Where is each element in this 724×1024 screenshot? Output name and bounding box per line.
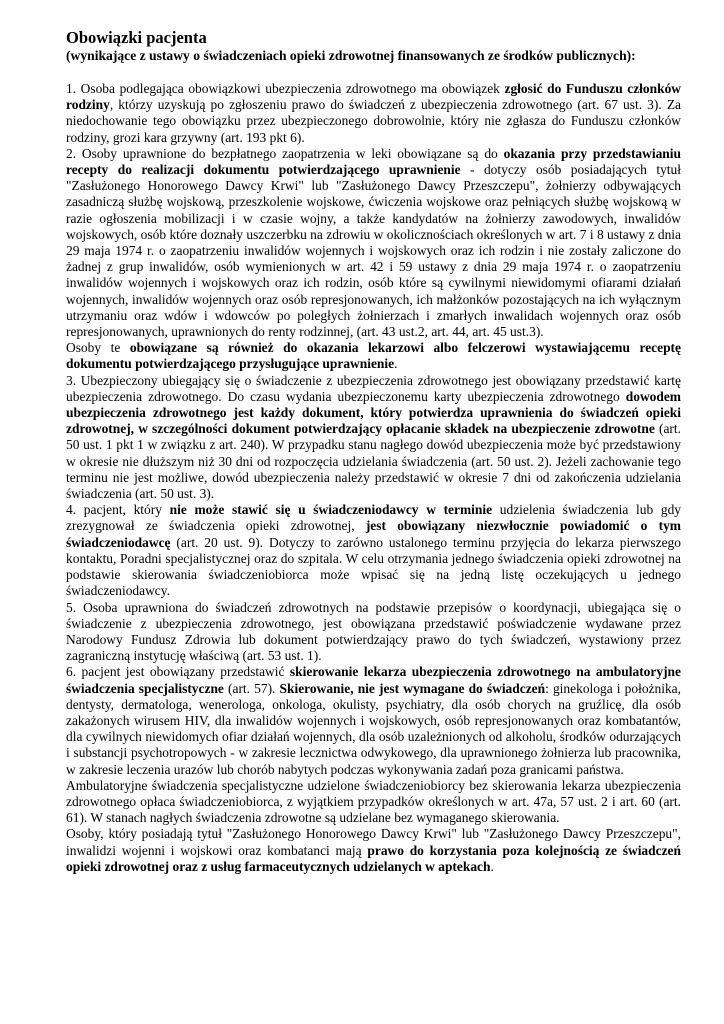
paragraph-2 [66, 146, 681, 340]
paragraph-1 [66, 81, 681, 146]
text-run: , którzy uzyskują po zgłoszeniu prawo do świadczeń z ubezpieczenia zdrowotnego (art. 67 ust. 3). Za niedochowanie tego obowiązku przez ubezpieczonego dobrowolnie, który nie zgłasza do Funduszu członków rodziny, grozi kara grzywny (art. 193 pkt 6). [66, 97, 681, 145]
text-run: (art. 20 ust. 9). Dotyczy to zarówno ustalonego terminu przyjęcia do lekarza pierwszego kontaktu, Poradni specjalistycznej oraz do szpitala. W celu otrzymania jednego świadczenia opieki zdrowotnej na podstawie skierowania świadczeniobiorca może wpisać się na jedną listę oczekujących u jednego świadczeniodawcy. [66, 534, 681, 599]
document-subtitle: (wynikające z ustawy o świadczeniach opieki zdrowotnej finansowanych ze środków publicznych): [66, 48, 636, 63]
paragraph-3 [66, 340, 681, 372]
paragraph-7 [66, 664, 681, 777]
text-run: Osoby te [66, 340, 130, 356]
paragraph-6 [66, 600, 681, 665]
text-run: 5. Osoba uprawniona do świadczeń zdrowotnych na podstawie przepisów o koordynacji, ubiegająca się o świadczenie z ubezpieczenia zdrowotnego, jest obowiązana przedstawić poświadczenie wydawane przez Narodowy Fundusz Zdrowia lub dokument potwierdzający prawo do tych świadczeń, wystawiony przez zagraniczną instytucję właściwą (art. 53 ust. 1). [66, 599, 681, 664]
text-run: . [394, 356, 398, 372]
document-body [66, 81, 681, 875]
bold-run: obowiązane są również do okazania lekarzowi albo felczerowi wystawiającemu receptę dokumentu potwierdzającego przysługujące uprawnienie [66, 340, 681, 372]
bold-run: prawo do korzystania poza kolejnością ze świadczeń opieki zdrowotnej oraz z usług farmaceutycznych udzielanych w aptekach [66, 842, 681, 874]
bold-run: skierowanie lekarza ubezpieczenia zdrowotnego na ambulatoryjne świadczenia specjalistyczne [66, 664, 681, 696]
paragraph-9 [66, 826, 681, 875]
bold-run: nie może stawić się u świadczeniodawcy w terminie [169, 502, 493, 518]
text-run: : ginekologa i położnika, dentysty, dermatologa, wenerologa, onkologa, okulisty, psychiatry, dla osób chorych na gruźlicę, dla osób zakażonych wirusem HIV, dla inwalidów wojennych i wojskowych, osób represjonowanych oraz kombatantów, dla cywilnych niewidomych ofiar działań wojennych, dla osób uzależnionych od alkoholu, środków odurzających i substancji psychotropowych - w zakresie lecznictwa odwykowego, dla uprawnionego żołnierza lub pracownika, w zakresie leczenia urazów lub chorób nabytych podczas wykonywania zadań poza granicami państwa. [66, 680, 681, 777]
paragraph-5 [66, 502, 681, 599]
text-run: 1. Osoba podlegająca obowiązkowi ubezpieczenia zdrowotnego ma obowiązek [66, 81, 505, 96]
text-run: 2. Osoby uprawnione do bezpłatnego zaopatrzenia w leki obowiązane są do [66, 145, 504, 161]
bold-run: okazania przy przedstawianiu recepty do realizacji dokumentu potwierdzającego uprawnienie [66, 145, 681, 178]
paragraph-8 [66, 778, 681, 827]
text-run: 4. pacjent, który [66, 502, 170, 518]
paragraph-4 [66, 373, 681, 503]
text-run: 3. Ubezpieczony ubiegający się o świadczenie z ubezpieczenia zdrowotnego jest obowiązany przedstawić kartę ubezpieczenia zdrowotnego. Do czasu wydania ubezpieczonemu karty ubezpieczenia zdrowotnego [66, 372, 681, 404]
text-run: (art. 50 ust. 1 pkt 1 w związku z art. 240). W przypadku stanu nagłego dowód ubezpieczenia może być przedstawiony w okresie nie dłuższym niż 30 dni od rozpoczęcia udzielania świadczenia (art. 50 ust. 2). Jeżeli zachowanie tego terminu nie jest możliwe, dowód ubezpieczenia należy przedstawić w okresie 7 dni od zakończenia udzielania świadczenia (art. 50 ust. 3). [66, 421, 681, 502]
text-run: - dotyczy osób posiadających tytuł "Zasłużonego Honorowego Dawcy Krwi" lub "Zasłużonego Dawcy Przeszczepu", żołnierzy odbywających zasadniczą służbę wojskową, przeszkolenie wojskowe, ćwiczenia wojskowe oraz pełniących służbę wojskową w razie ogłoszenia mobilizacji i w czasie wojny, a także kandydatów na żołnierzy zawodowych, inwalidów wojskowych, osób które doznały uszczerbku na zdrowiu w okolicznościach określonych w art. 7 i 8 ustawy z dnia 29 maja 1974 r. o zaopatrzeniu inwalidów wojennych i wojskowych oraz ich rodzin i nie zostały zaliczone do żadnej z grup inwalidów, osób wymienionych w art. 42 i 59 ustawy z dnia 29 maja 1974 r. o zaopatrzeniu inwalidów wojennych i wojskowych oraz ich rodzin, osób które są cywilnymi niewidomymi ofiarami działań wojennych, inwalidów wojennych oraz osób represjonowanych, ich małżonków pozostających na ich wyłącznym utrzymaniu oraz wdów i wdowców po poległych żołnierzach i zmarłych inwalidach wojennych oraz osób represjonowanych, uprawnionych do renty rodzinnej, (art. 43 ust.2, art. 44, art. 45 ust.3). [66, 162, 681, 340]
text-run: . [490, 858, 494, 874]
bold-run: zgłosić do Funduszu członków rodziny [66, 81, 681, 113]
text-run: Osoby, który posiadają tytuł "Zasłużonego Honorowego Dawcy Krwi" lub "Zasłużonego Dawcy Przeszczepu", inwalidzi wojenni i wojskowi oraz kombatanci mają [66, 826, 681, 858]
text-run: (art. 57). [223, 680, 280, 696]
text-run: 6. pacjent jest obowiązany przedstawić [66, 664, 290, 680]
document-title: Obowiązki pacjenta [66, 28, 207, 47]
text-run: udzielenia świadczenia lub gdy zrezygnował ze świadczenia opieki zdrowotnej, [66, 502, 682, 534]
text-run: Ambulatoryjne świadczenia specjalistyczne udzielone świadczeniobiorcy bez skierowania lekarza ubezpieczenia zdrowotnego opłaca świadczeniobiorca, z wyjątkiem przypadków określonych w art. 47a, 57 ust. 2 i art. 60 (art. 61). W stanach nagłych świadczenia zdrowotne są udzielane bez wymaganego skierowania. [66, 777, 681, 826]
bold-run: jest obowiązany niezwłocznie powiadomić o tym świadczeniodawcę [66, 518, 681, 550]
bold-run: Skierowanie, nie jest wymagane do świadczeń [279, 680, 546, 696]
bold-run: dowodem ubezpieczenia zdrowotnego jest każdy dokument, który potwierdza uprawnienia do świadczeń opieki zdrowotnej, w szczególności dokument potwierdzający opłacanie składek na ubezpieczenie zdrowotne [66, 388, 681, 437]
